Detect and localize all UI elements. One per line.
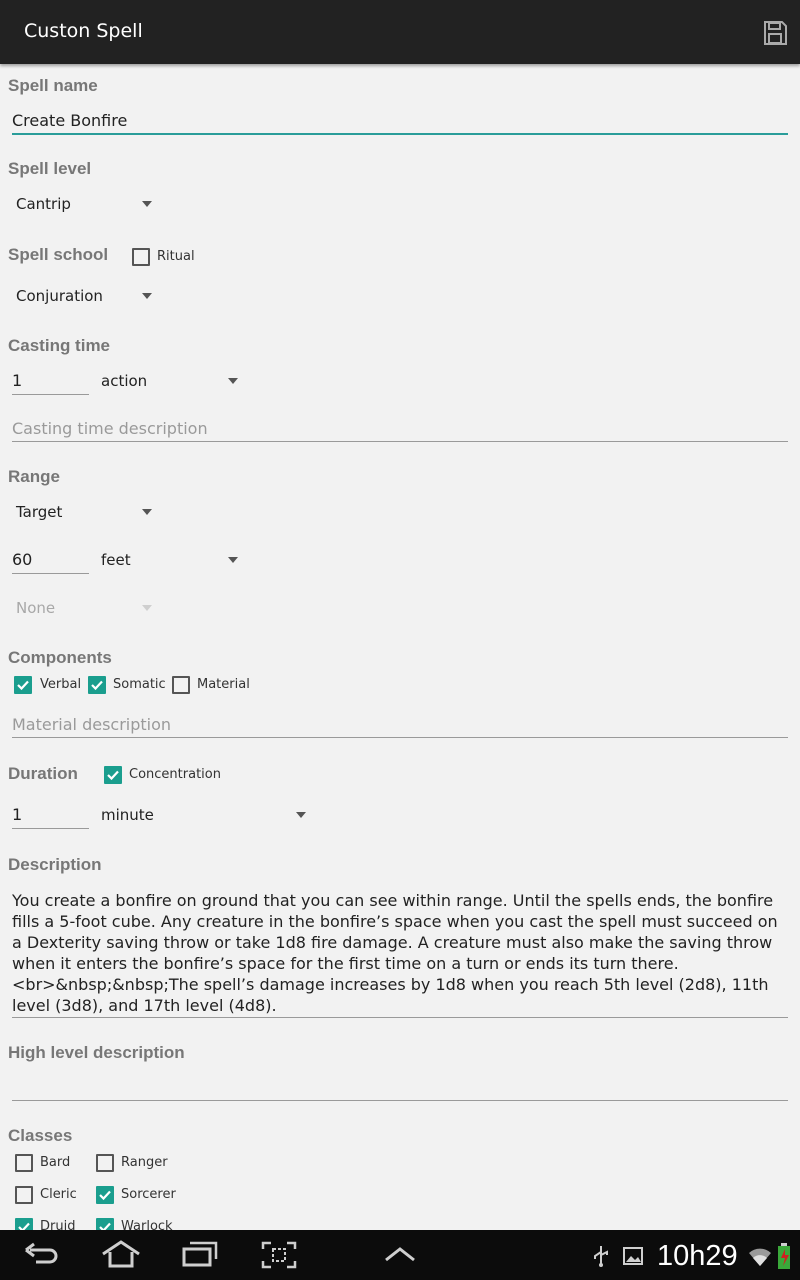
home-button[interactable]	[100, 1238, 142, 1270]
chevron-down-icon	[228, 557, 238, 563]
back-button[interactable]	[22, 1240, 62, 1270]
action-bar	[0, 0, 800, 64]
image-notification-icon	[622, 1245, 644, 1267]
chevron-down-icon	[228, 378, 238, 384]
ranger-label: Ranger	[121, 1155, 168, 1170]
material-checkbox[interactable]	[172, 675, 252, 695]
components-label: Components	[8, 648, 112, 667]
druid-check-box	[15, 1218, 33, 1230]
description-underline	[12, 1017, 788, 1018]
class-checkbox-bard[interactable]	[15, 1153, 85, 1173]
recent-apps-icon	[180, 1239, 220, 1269]
spell-school-value: Conjuration	[16, 287, 103, 305]
casting-time-unit-value: action	[101, 372, 148, 390]
concentration-checkbox[interactable]	[104, 765, 224, 785]
usb-icon	[590, 1244, 612, 1268]
range-label: Range	[8, 467, 60, 486]
casting-time-description-underline	[12, 441, 788, 442]
checkmark-icon	[98, 1188, 112, 1202]
save-button[interactable]	[760, 18, 790, 48]
duration-amount-underline	[12, 828, 89, 829]
bard-check-box	[15, 1154, 33, 1172]
warlock-check-box	[96, 1218, 114, 1230]
description-label: Description	[8, 855, 102, 874]
casting-time-amount-underline	[12, 394, 89, 395]
spell-name-input[interactable]: Create Bonfire	[12, 111, 128, 130]
description-input[interactable]: You create a bonfire on ground that you can see within range. Until the spells ends, the bonfire fills a 5-foot cube. Any creature in the bonfire’s space when you cast the spell must succeed on a Dexterity saving throw or take 1d8 fire damage. A creature must also make the saving throw when it enters the bonfire’s space for the first time on a turn or ends its turn there.<br>&nbsp;&nbsp;The spell’s damage increases by 1d8 when you reach 5th level (2d8), 11th level (3d8), and 17th level (4d8).	[12, 891, 778, 1015]
sorcerer-check-box	[96, 1186, 114, 1204]
checkmark-icon	[16, 678, 30, 692]
wifi-icon	[748, 1244, 772, 1268]
menu-up-button[interactable]	[383, 1244, 417, 1264]
class-checkbox-sorcerer[interactable]	[96, 1185, 186, 1205]
somatic-check-box	[88, 676, 106, 694]
status-clock: 10h29	[657, 1240, 738, 1272]
verbal-checkbox[interactable]	[14, 675, 84, 695]
spell-name-label: Spell name	[8, 76, 98, 95]
checkmark-icon	[98, 1220, 112, 1230]
material-description-underline	[12, 737, 788, 738]
range-type-spinner[interactable]	[8, 500, 158, 526]
spell-name-underline	[12, 133, 788, 135]
verbal-label: Verbal	[40, 677, 82, 692]
floppy-disk-icon	[760, 18, 790, 48]
spell-level-value: Cantrip	[16, 195, 71, 213]
screenshot-button[interactable]	[260, 1240, 298, 1270]
bard-label: Bard	[40, 1155, 71, 1170]
warlock-label: Warlock	[121, 1219, 173, 1230]
class-checkbox-warlock[interactable]	[96, 1217, 186, 1230]
somatic-checkbox[interactable]	[88, 675, 168, 695]
duration-unit-value: minute	[101, 806, 154, 824]
range-unit-spinner[interactable]	[93, 548, 243, 574]
high-level-label: High level description	[8, 1043, 185, 1062]
high-level-description-input[interactable]	[12, 1079, 788, 1099]
checkmark-icon	[17, 1220, 31, 1230]
spell-form	[0, 64, 800, 1230]
somatic-label: Somatic	[113, 677, 166, 692]
checkmark-icon	[106, 768, 120, 782]
druid-label: Druid	[40, 1219, 76, 1230]
casting-time-unit-spinner[interactable]	[93, 369, 243, 395]
range-unit-value: feet	[101, 551, 131, 569]
screenshot-icon	[260, 1240, 298, 1270]
ritual-checkbox[interactable]	[132, 247, 202, 267]
app-title: Custon Spell	[24, 20, 143, 42]
verbal-check-box	[14, 676, 32, 694]
chevron-down-icon	[296, 812, 306, 818]
recent-apps-button[interactable]	[180, 1239, 220, 1269]
chevron-down-icon	[142, 605, 152, 611]
material-description-input[interactable]: Material description	[12, 715, 172, 734]
ritual-check-box	[132, 248, 150, 266]
class-checkbox-ranger[interactable]	[96, 1153, 176, 1173]
class-checkbox-cleric[interactable]	[15, 1185, 85, 1205]
ranger-check-box	[96, 1154, 114, 1172]
chevron-down-icon	[142, 201, 152, 207]
duration-unit-spinner[interactable]	[93, 803, 313, 829]
concentration-label: Concentration	[129, 767, 221, 782]
spell-school-spinner[interactable]	[8, 284, 158, 310]
battery-icon	[777, 1242, 791, 1270]
cleric-check-box	[15, 1186, 33, 1204]
chevron-down-icon	[142, 509, 152, 515]
range-distance-underline	[12, 573, 89, 574]
cleric-label: Cleric	[40, 1187, 77, 1202]
checkmark-icon	[90, 678, 104, 692]
range-area-value: None	[16, 599, 56, 617]
spell-level-spinner[interactable]	[8, 192, 158, 218]
spell-level-label: Spell level	[8, 159, 92, 178]
material-check-box	[172, 676, 190, 694]
duration-amount-input[interactable]: 1	[12, 805, 23, 824]
material-label: Material	[197, 677, 250, 692]
casting-time-label: Casting time	[8, 336, 111, 355]
spell-school-label: Spell school	[8, 245, 109, 264]
casting-time-description-input[interactable]: Casting time description	[12, 419, 208, 438]
home-icon	[100, 1238, 142, 1270]
range-type-value: Target	[16, 503, 63, 521]
casting-time-amount-input[interactable]: 1	[12, 371, 23, 390]
classes-label: Classes	[8, 1126, 73, 1145]
ritual-label: Ritual	[157, 249, 195, 264]
range-distance-input[interactable]: 60	[12, 550, 33, 569]
back-icon	[22, 1240, 62, 1270]
class-checkbox-druid[interactable]	[15, 1217, 85, 1230]
chevron-up-icon	[383, 1244, 417, 1264]
duration-label: Duration	[8, 764, 78, 783]
concentration-check-box	[104, 766, 122, 784]
range-area-spinner	[8, 596, 158, 622]
sorcerer-label: Sorcerer	[121, 1187, 176, 1202]
high-level-underline	[12, 1100, 788, 1101]
chevron-down-icon	[142, 293, 152, 299]
